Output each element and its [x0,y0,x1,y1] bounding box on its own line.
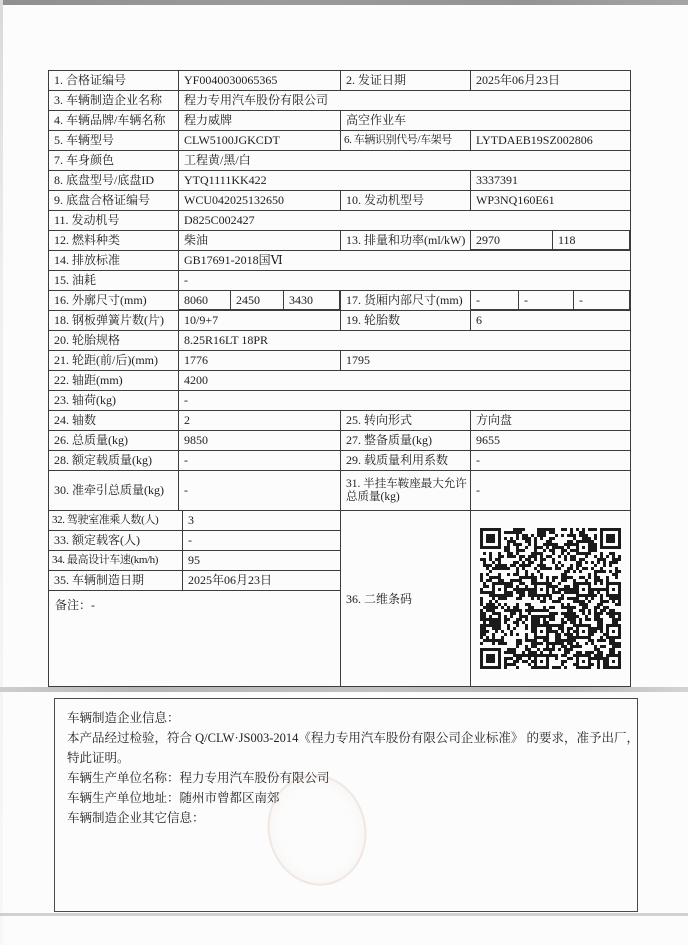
field-body-color-label: 7. 车身颜色 [49,151,179,171]
table-row [49,511,341,531]
table-row [49,91,631,111]
field-steering-label: 25. 转向形式 [341,411,471,431]
table-row [49,191,631,211]
field-cab-passengers-label: 32. 驾驶室准乘人数(人) [49,511,183,531]
scan-artifact-left-edge [0,0,3,945]
outer-dim-width: 2450 [231,291,284,310]
field-axle-count-label: 24. 轴数 [49,411,179,431]
manufacturer-info-box [54,698,638,912]
field-leaf-springs-label: 18. 钢板弹簧片数(片) [49,311,179,331]
field-saddle-mass-label: 31. 半挂车鞍座最大允许总质量(kg) [341,471,471,511]
scan-artifact-mid-band [0,687,688,692]
outer-dim-length: 8060 [179,291,231,310]
table-row [49,211,631,231]
field-max-speed-value: 95 [183,551,341,571]
footer-line: 特此证明。 [67,751,130,765]
footer-line: 本产品经过检验，符合 Q/CLW·JS003-2014《程力专用汽车股份有限公司企业标准》 的要求，准予出厂， [67,731,639,745]
field-track-rear-value: 1795 [341,351,631,371]
field-vehicle-name-value: 高空作业车 [341,111,631,131]
field-issue-date-label: 2. 发证日期 [341,71,471,91]
field-track-label: 21. 轮距(前/后)(mm) [49,351,179,371]
field-track-front-value: 1776 [179,351,341,371]
field-tire-count-value: 6 [471,311,631,331]
field-vin-label: 6. 车辆识别代号/车架号 [341,131,471,151]
field-rated-passengers-label: 33. 额定载客(人) [49,531,183,551]
field-cert-no-value: YF0040030065365 [179,71,341,91]
table-row [49,531,341,551]
field-rated-passengers-value: - [183,531,341,551]
field-wheelbase-value: 4200 [179,371,631,391]
field-chassis-id-value: 3337391 [471,171,631,191]
table-row [49,271,631,291]
field-towing-mass-label: 30. 准牵引总质量(kg) [49,471,179,511]
field-outer-dim-label: 16. 外廓尺寸(mm) [49,291,179,311]
table-row [49,351,631,371]
field-max-speed-label: 34. 最高设计车速(km/h) [49,551,183,571]
field-manufacture-date-label: 35. 车辆制造日期 [49,571,183,591]
field-cargo-dim-values [471,291,631,311]
scan-artifact-bottom-edge [0,913,688,916]
field-tire-spec-label: 20. 轮胎规格 [49,331,179,351]
field-total-mass-value: 9850 [179,431,341,451]
field-curb-mass-value: 9655 [471,431,631,451]
field-tire-count-label: 19. 轮胎数 [341,311,471,331]
field-chassis-model-label: 8. 底盘型号/底盘ID [49,171,179,191]
table-row [49,471,631,511]
displacement-value: 2970 [471,231,553,250]
field-engine-no-label: 11. 发动机号 [49,211,179,231]
field-emission-value: GB17691-2018国Ⅵ [179,251,631,271]
field-axle-load-value: - [179,391,631,411]
field-chassis-cert-value: WCU042025132650 [179,191,341,211]
table-row [49,431,631,451]
field-axle-load-label: 23. 轴荷(kg) [49,391,179,411]
qr-code-cell [471,511,631,687]
table-row [49,151,631,171]
field-saddle-mass-value: - [471,471,631,511]
field-emission-label: 14. 排放标准 [49,251,179,271]
field-vin-value: LYTDAEB19SZ002806 [471,131,631,151]
footer-line: 车辆生产单位名称：程力专用汽车股份有限公司 [67,771,330,785]
field-fuel-type-label: 12. 燃料种类 [49,231,179,251]
outer-dim-height: 3430 [284,291,340,310]
field-displacement-label: 13. 排量和功率(ml/kW) [341,231,471,251]
field-steering-value: 方向盘 [471,411,631,431]
qr-code [480,528,621,669]
field-engine-model-value: WP3NQ160E61 [471,191,631,211]
field-wheelbase-label: 22. 轴距(mm) [49,371,179,391]
table-row [49,71,631,91]
footer-line: 车辆制造企业其它信息： [67,811,205,825]
field-total-mass-label: 26. 总质量(kg) [49,431,179,451]
field-fuel-consumption-value: - [179,271,631,291]
table-row [49,111,631,131]
cargo-dim-length: - [471,291,519,310]
field-manufacture-date-value: 2025年06月23日 [183,571,341,591]
table-row [49,251,631,271]
field-towing-mass-value: - [179,471,341,511]
field-cert-no-label: 1. 合格证编号 [49,71,179,91]
field-leaf-springs-value: 10/9+7 [179,311,341,331]
field-load-factor-label: 29. 载质量利用系数 [341,451,471,471]
table-row [49,551,341,571]
field-brand-label: 4. 车辆品牌/车辆名称 [49,111,179,131]
field-chassis-cert-label: 9. 底盘合格证编号 [49,191,179,211]
cargo-dim-height: - [574,291,630,310]
table-row [49,371,631,391]
power-value: 118 [553,231,630,250]
field-displacement-values [471,231,631,251]
footer-line: 车辆生产单位地址：随州市曾都区南郊 [67,791,280,805]
field-issue-date-value: 2025年06月23日 [471,71,631,91]
field-model-value: CLW5100JGKCDT [179,131,341,151]
table-row [49,571,341,591]
field-manufacturer-label: 3. 车辆制造企业名称 [49,91,179,111]
field-remark: 备注：- [49,591,341,687]
table-row [49,171,631,191]
footer-title: 车辆制造企业信息： [67,711,180,725]
table-row [49,311,631,331]
bottom-block [49,511,631,687]
cargo-dim-width: - [519,291,574,310]
field-cab-passengers-value: 3 [183,511,341,531]
bottom-left-rows [49,511,341,687]
field-rated-load-value: - [179,451,341,471]
field-fuel-consumption-label: 15. 油耗 [49,271,179,291]
field-rated-load-label: 28. 额定载质量(kg) [49,451,179,471]
field-brand-value: 程力威牌 [179,111,341,131]
field-cargo-dim-label: 17. 货厢内部尺寸(mm) [341,291,471,311]
field-tire-spec-value: 8.25R16LT 18PR [179,331,631,351]
table-row [49,391,631,411]
field-fuel-type-value: 柴油 [179,231,341,251]
field-chassis-model-value: YTQ1111KK422 [179,171,471,191]
certificate-table [48,70,631,687]
scan-artifact-top-band [0,0,688,5]
field-curb-mass-label: 27. 整备质量(kg) [341,431,471,451]
table-row [49,451,631,471]
field-manufacturer-value: 程力专用汽车股份有限公司 [179,91,631,111]
field-outer-dim-values [179,291,341,311]
field-body-color-value: 工程黄/黑/白 [179,151,631,171]
field-engine-no-value: D825C002427 [179,211,631,231]
table-row [49,231,631,251]
field-axle-count-value: 2 [179,411,341,431]
table-row [49,331,631,351]
field-qr-label: 36. 二维条码 [341,511,471,687]
field-engine-model-label: 10. 发动机型号 [341,191,471,211]
table-row [49,291,631,311]
table-row [49,411,631,431]
field-model-label: 5. 车辆型号 [49,131,179,151]
field-load-factor-value: - [471,451,631,471]
table-row [49,131,631,151]
